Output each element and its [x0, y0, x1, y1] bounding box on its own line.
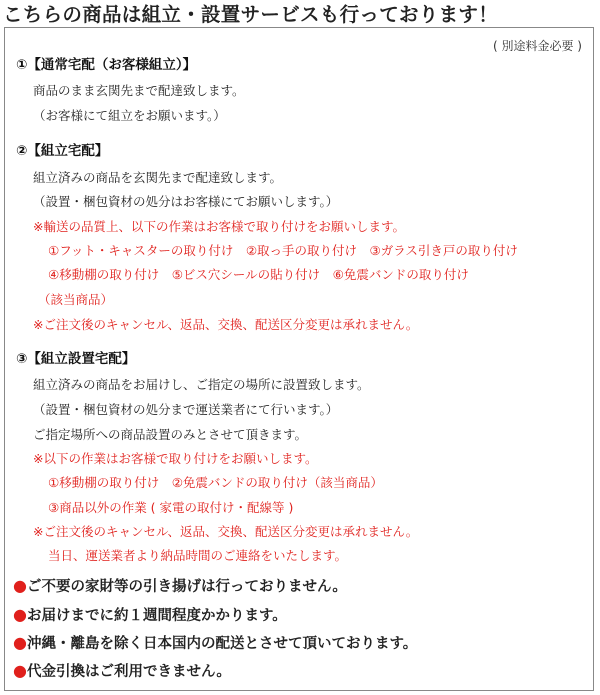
notice-text-2: お届けまでに約１週間程度かかります。: [26, 608, 287, 624]
page-title: こちらの商品は組立・設置サービスも行っております！: [3, 3, 499, 26]
notice-bullet-2: [13, 606, 287, 625]
section-2-red-line-4: （該当商品）: [38, 292, 114, 307]
notice-text-1: ご不要の家財等の引き揚げは行っておりません。: [26, 579, 347, 595]
section-2-red-line-5: ※ご注文後のキャンセル、返品、交換、配送区分変更は承れません。: [33, 317, 419, 332]
section-2-red-line-3: ④移動棚の取り付け ⑤ビス穴シールの貼り付け ⑥免震バンドの取り付け: [48, 267, 469, 282]
section-3-red-line-4: ※ご注文後のキャンセル、返品、交換、配送区分変更は承れません。: [33, 524, 419, 539]
bullet-dot-icon: ●: [13, 633, 27, 652]
section-2-red-line-2: ①フット・キャスターの取り付け ②取っ手の取り付け ③ガラス引き戸の取り付け: [48, 243, 518, 258]
section-1-line-2: （お客様にて組立をお願います。）: [33, 108, 226, 123]
notice-text-3: 沖縄・離島を除く日本国内の配送とさせて頂いております。: [26, 636, 418, 652]
notice-text-4: 代金引換はご利用できません。: [26, 664, 231, 680]
section-3-red-line-3: ③商品以外の作業 ( 家電の取付け・配線等 ): [48, 500, 294, 515]
section-2-line-2: （設置・梱包資材の処分はお客様にてお願いします。）: [33, 194, 339, 209]
section-2-heading: ②【組立宅配】: [16, 143, 109, 159]
price-note: ( 別途料金必要 ): [493, 39, 582, 53]
section-3-line-1: 組立済みの商品をお届けし、ご指定の場所に設置致します。: [33, 377, 370, 392]
section-3-red-line-2: ①移動棚の取り付け ②免震バンドの取り付け（該当商品）: [48, 475, 383, 490]
section-3-red-line-1: ※以下の作業はお客様で取り付けをお願いします。: [33, 451, 318, 466]
section-3-heading: ③【組立設置宅配】: [16, 351, 136, 367]
bullet-dot-icon: ●: [13, 661, 27, 680]
section-3-red-line-5: 当日、運送業者より納品時間のご連絡をいたします。: [48, 548, 348, 563]
notice-bullet-3: [13, 634, 417, 653]
bullet-dot-icon: ●: [13, 605, 27, 624]
section-2-red-line-1: ※輸送の品質上、以下の作業はお客様で取り付けをお願いします。: [33, 219, 405, 234]
notice-bullet-1: [13, 577, 347, 596]
section-1-heading: ①【通常宅配（お客様組立）】: [16, 57, 197, 73]
section-1-line-1: 商品のまま玄関先まで配達致します。: [33, 83, 245, 98]
section-3-line-3: ご指定場所への商品設置のみとさせて頂きます。: [33, 427, 308, 442]
section-2-line-1: 組立済みの商品を玄関先まで配達致します。: [33, 170, 283, 185]
bullet-dot-icon: ●: [13, 576, 27, 595]
notice-bullet-4: [13, 662, 231, 681]
section-3-line-2: （設置・梱包資材の処分まで運送業者にて行います。）: [33, 402, 339, 417]
